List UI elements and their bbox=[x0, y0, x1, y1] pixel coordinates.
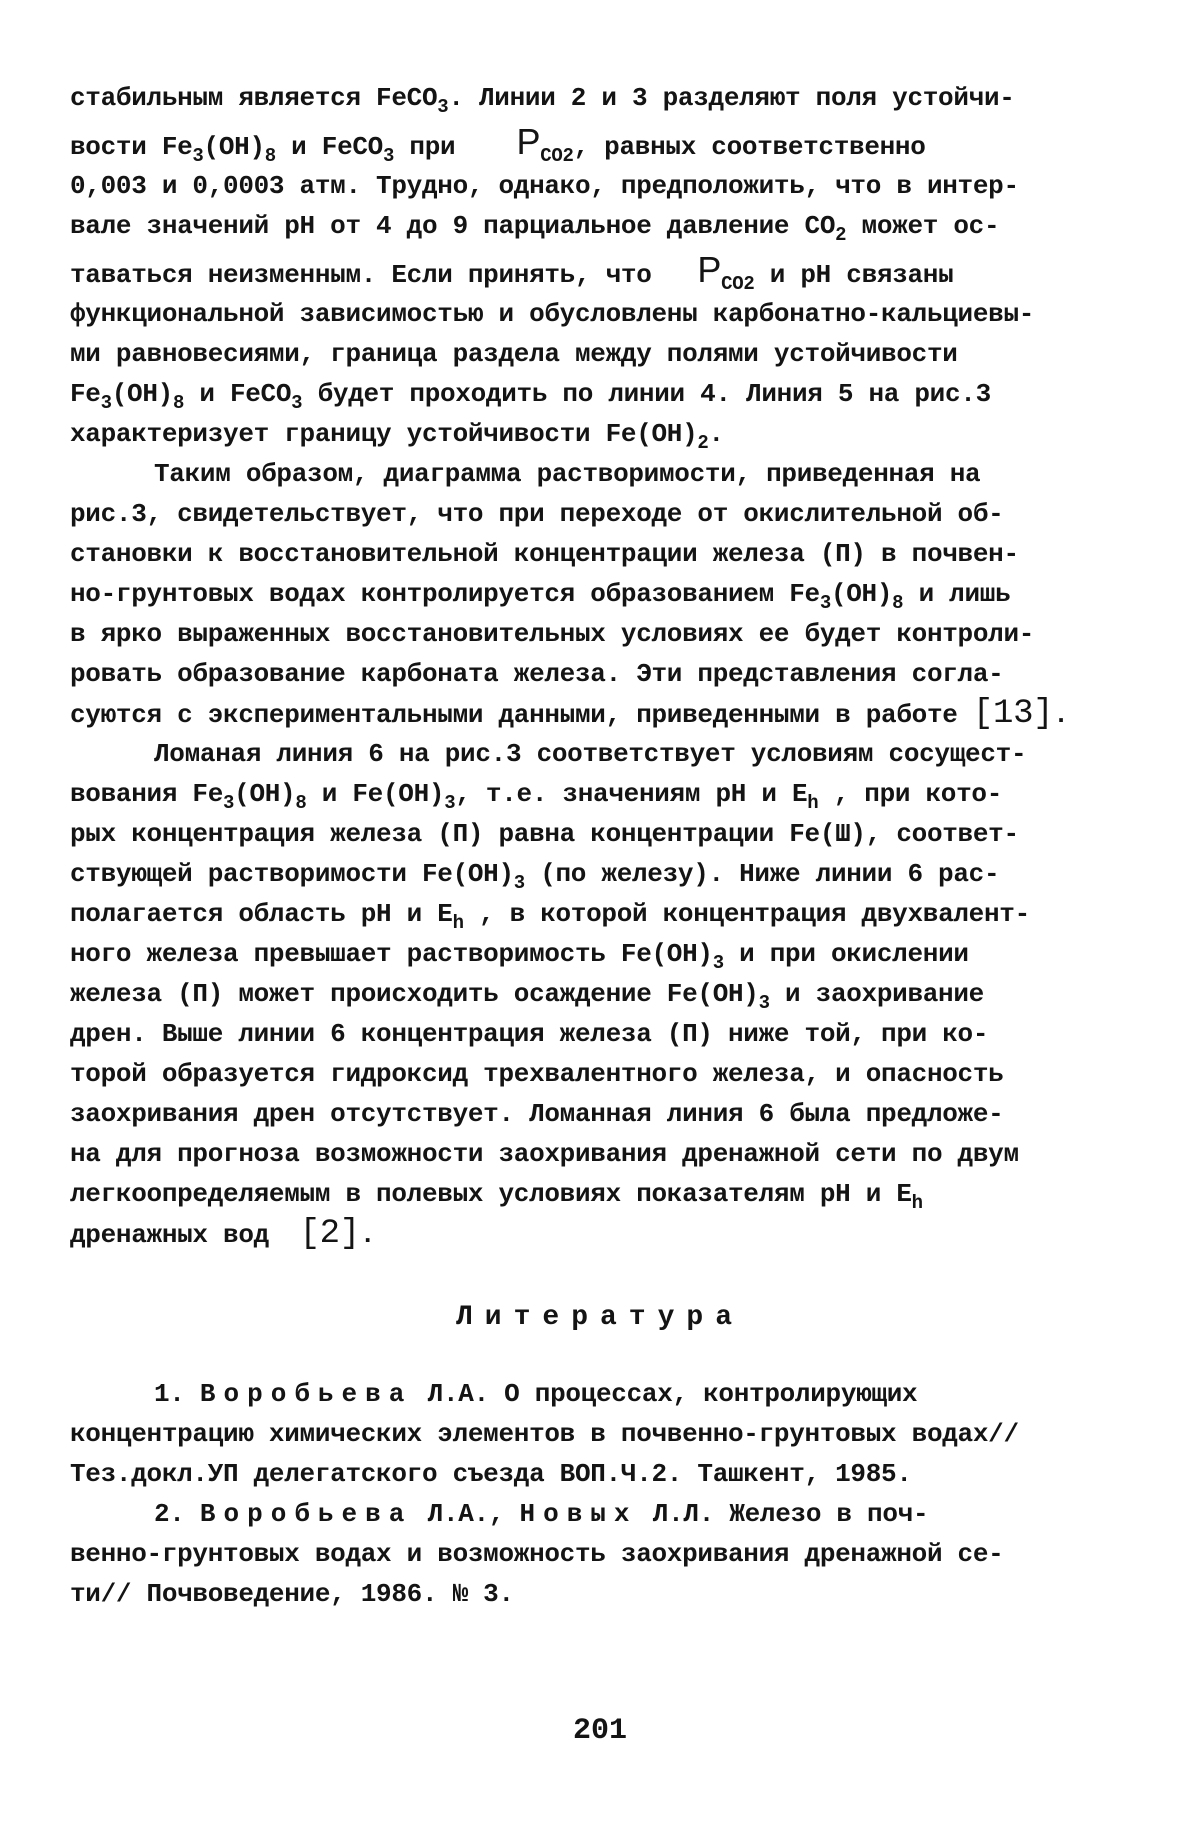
pressure-symbol: P bbox=[516, 121, 541, 162]
paragraph-3 bbox=[70, 734, 1130, 1254]
text-line: на для прогноза возможности заохривания дренажной сети по двум bbox=[70, 1139, 1019, 1169]
paragraph-1 bbox=[70, 78, 1130, 454]
author-name: Воробьева bbox=[199, 1499, 413, 1529]
text-line: но-грунтовых водах контролируется образованием $Fe_3(OH)_8$ и лишь bbox=[70, 579, 1011, 614]
text-line: венно-грунтовых водах и возможность заохривания дренажной се- bbox=[70, 1539, 1004, 1569]
text-line: Таким образом, диаграмма растворимости, приведенная на bbox=[154, 459, 981, 489]
author-name: Новых bbox=[519, 1499, 638, 1529]
text-line: рых концентрация железа (П) равна концентрации Fe(Ш), соответ- bbox=[70, 819, 1019, 849]
text-line: 2. Воробьева Л.А., Новых Л.Л. Железо в поч- bbox=[154, 1499, 929, 1529]
text-line: характеризует границу устойчивости $Fe(OH)_2$. bbox=[70, 419, 724, 454]
text-line: в ярко выраженных восстановительных условиях ее будет контроли- bbox=[70, 619, 1035, 649]
text-line: ти// Почвоведение, 1986. № 3. bbox=[70, 1579, 514, 1609]
text-line: легкоопределяемым в полевых условиях показателям pH и $E_h$ bbox=[70, 1179, 923, 1214]
text-line: ствующей растворимости $Fe(OH)_3$ (по железу). Ниже линии 6 рас- bbox=[70, 859, 1000, 894]
text-line: Ломаная линия 6 на рис.3 соответствует условиям сосущест- bbox=[154, 739, 1027, 769]
text-line: $Fe_3(OH)_8$ и FeCO$_3$ будет проходить по линии 4. Линия 5 на рис.3 bbox=[70, 379, 991, 414]
text-line: ровать образование карбоната железа. Эти представления согла- bbox=[70, 659, 1004, 689]
text-line: железа (П) может происходить осаждение $Fe(OH)_3$ и заохривание bbox=[70, 979, 984, 1014]
text-line: вале значений pH от 4 до 9 парциальное давление $CO_2$ может ос- bbox=[70, 211, 1000, 246]
text-line: становки к восстановительной концентрации железа (П) в почвен- bbox=[70, 539, 1019, 569]
page-content bbox=[70, 78, 1130, 1614]
reference-item bbox=[70, 1494, 1130, 1614]
citation: [13] bbox=[972, 695, 1054, 733]
text-line: 0,003 и 0,0003 атм. Трудно, однако, предположить, что в интер- bbox=[70, 171, 1019, 201]
text-line: Тез.докл.УП делегатского съезда ВОП.Ч.2. Ташкент, 1985. bbox=[70, 1459, 912, 1489]
page-number: 201 bbox=[572, 1714, 627, 1748]
text-line: торой образуется гидроксид трехвалентного железа, и опасность bbox=[70, 1059, 1004, 1089]
text-line: вования $Fe_3(OH)_8$ и $Fe(OH)_3$, т.е. значениям pH и $E_h$ , при кото- bbox=[70, 779, 1003, 814]
citation: [2] bbox=[299, 1215, 360, 1253]
author-name: Воробьева bbox=[199, 1379, 413, 1409]
text-line: полагается область pH и $E_h$ , в которой концентрация двухвалент- bbox=[70, 899, 1030, 934]
paragraph-2 bbox=[70, 454, 1130, 734]
reference-item bbox=[70, 1374, 1130, 1494]
text-line: ного железа превышает растворимость $Fe(OH)_3$ и при окислении bbox=[70, 939, 969, 974]
pressure-symbol: P bbox=[697, 249, 722, 290]
reference-list bbox=[70, 1374, 1130, 1614]
text-line: рис.3, свидетельствует, что при переходе от окислительной об- bbox=[70, 499, 1004, 529]
text-line: 1. Воробьева Л.А. О процессах, контролирующих bbox=[154, 1379, 918, 1409]
text-line: дренажных вод [2]. bbox=[70, 1215, 376, 1253]
section-heading: Литература bbox=[455, 1302, 745, 1333]
text-line: вости $Fe_3(OH)_8$ и FeCO$_3$ при $P_{CO2}$, равных соответственно bbox=[70, 121, 926, 167]
text-line: функциональной зависимостью и обусловлены карбонатно-кальциевы- bbox=[70, 299, 1035, 329]
text-line: ми равновесиями, граница раздела между полями устойчивости bbox=[70, 339, 958, 369]
text-line: стабильным является FeCO$_3$. Линии 2 и 3 разделяют поля устойчи- bbox=[70, 83, 1015, 118]
text-line: дрен. Выше линии 6 концентрация железа (П) ниже той, при ко- bbox=[70, 1019, 989, 1049]
text-line: таваться неизменным. Если принять, что $P_{CO2}$ и pH связаны bbox=[70, 249, 954, 295]
text-line: заохривания дрен отсутствует. Ломанная линия 6 была предложе- bbox=[70, 1099, 1004, 1129]
text-line: концентрацию химических элементов в почвенно-грунтовых водах// bbox=[70, 1419, 1019, 1449]
text-line: суются с экспериментальными данными, приведенными в работе [13]. bbox=[70, 695, 1069, 733]
